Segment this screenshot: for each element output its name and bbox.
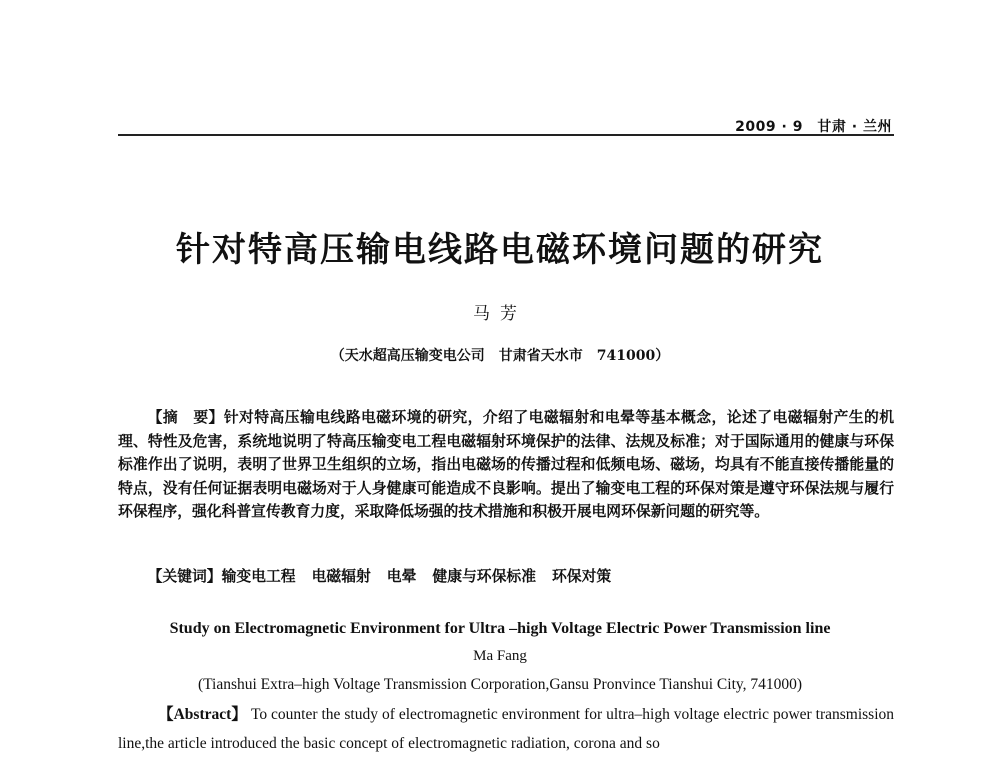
- paper-affiliation: （天水超高压输变电公司 甘肃省天水市 741000）: [330, 348, 670, 364]
- paper-title-en: Study on Electromagnetic Environment for Ultra –high Voltage Electric Power Transmission line: [169, 620, 831, 637]
- paper-affiliation-en: (Tianshui Extra–high Voltage Transmission Corporation,Gansu Pronvince Tianshui City, 741000): [197, 676, 803, 693]
- header-date-place: 2009 · 9 甘肃 · 兰州: [735, 119, 892, 135]
- header-divider: [118, 134, 894, 136]
- keyword-item: 环保对策: [552, 568, 612, 585]
- abstract-en-label: 【Abstract】: [158, 706, 247, 723]
- paper-author: 马芳: [473, 304, 527, 324]
- keyword-item: 电晕: [386, 568, 417, 585]
- abstract-en: [118, 700, 894, 758]
- keyword-item: 健康与环保标准: [432, 568, 536, 585]
- keyword-item: 电磁辐射: [311, 568, 371, 585]
- abstract-cn: [118, 406, 894, 524]
- abstract-cn-text: 针对特高压输电线路电磁环境的研究，介绍了电磁辐射和电晕等基本概念，论述了电磁辐射产生的机理、特性及危害，系统地说明了特高压输变电工程电磁辐射环境保护的法律、法规及标准；对于国际通用的健康与环保标准作出了说明，表明了世界卫生组织的立场，指出电磁场的传播过程和低频电场、磁场，均具有不能直接传播能量的特点，没有任何证据表明电磁场对于人身健康可能造成不良影响。提出了输变电工程的环保对策是遵守环保法规与履行环保程序，强化科普宣传教育力度，采取降低场强的技术措施和积极开展电网环保新问题的研究等。: [118, 409, 894, 520]
- paper-title: 针对特高压输电线路电磁环境问题的研究: [176, 230, 824, 270]
- keyword-item: 输变电工程: [221, 568, 296, 585]
- paper-author-en: Ma Fang: [473, 648, 527, 664]
- abstract-en-text: To counter the study of electromagnetic environment for ultra–high voltage electric power transmission line,the article introduced the basic concept of electromagnetic radiation, corona and so: [118, 706, 895, 752]
- keywords-cn: [118, 565, 894, 586]
- keywords-cn-label: 【关键词】: [147, 568, 222, 585]
- abstract-cn-label: 【摘 要】: [147, 409, 224, 426]
